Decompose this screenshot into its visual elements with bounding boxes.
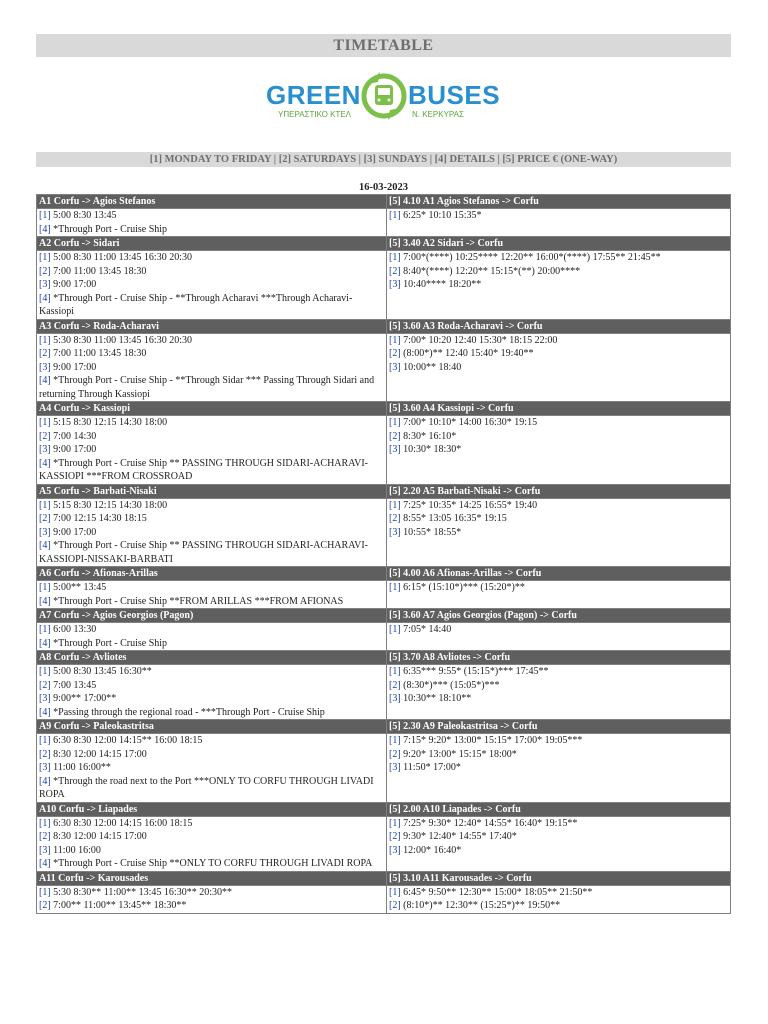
schedule-line	[389, 581, 728, 595]
route-schedule-row	[37, 816, 731, 871]
logo-word-left: GREEN	[266, 80, 361, 110]
route-return-title: [5] 2.00 A10 Liapades -> Corfu	[387, 802, 731, 816]
route-return-title: [5] 3.40 A2 Sidari -> Corfu	[387, 237, 731, 251]
return-schedule-cell	[387, 665, 731, 720]
schedule-line	[389, 334, 728, 348]
schedule-times: 8:55* 13:05 16:35* 19:15	[403, 513, 507, 524]
route-header-row	[37, 802, 731, 816]
route-return-title: [5] 4.00 A6 Afionas-Arillas -> Corfu	[387, 567, 731, 581]
day-code: [1]	[389, 582, 401, 593]
route-schedule-row	[37, 251, 731, 320]
schedule-times: 9:20* 13:00* 15:15* 18:00*	[403, 748, 517, 760]
schedule-line	[389, 761, 728, 775]
outbound-schedule-cell	[37, 816, 387, 871]
logo-word-right: BUSES	[408, 80, 501, 110]
day-code: [1]	[39, 210, 51, 221]
route-schedule-row	[37, 333, 731, 402]
day-code: [1]	[39, 334, 51, 346]
schedule-line	[39, 623, 384, 637]
route-return-title: [5] 3.60 A4 Kassiopi -> Corfu	[387, 402, 731, 416]
schedule-times: 5:00 8:30 13:45	[53, 210, 117, 221]
schedule-times: 7:00 14:30	[53, 430, 97, 442]
schedule-times: 8:30* 16:10*	[403, 430, 457, 442]
schedule-times: 10:30** 18:10**	[403, 693, 472, 704]
schedule-line	[39, 775, 384, 802]
page-title: TIMETABLE	[36, 34, 731, 57]
outbound-schedule-cell	[37, 623, 387, 651]
route-return-title: [5] 3.70 A8 Avliotes -> Corfu	[387, 651, 731, 665]
schedule-times: 9:00 17:00	[53, 526, 97, 538]
route-outbound-title: A8 Corfu -> Avliotes	[37, 651, 387, 665]
route-header-row	[37, 720, 731, 734]
schedule-times: *Through Port - Cruise Ship **ONLY TO CORFU THROUGH LIVADI ROPA	[53, 858, 373, 869]
day-code: [3]	[389, 762, 401, 773]
schedule-line	[39, 637, 384, 651]
schedule-line	[39, 899, 384, 913]
schedule-times: 6:15* (15:10*)*** (15:20*)**	[403, 582, 525, 593]
day-code: [1]	[39, 886, 51, 898]
day-code: [1]	[389, 334, 401, 346]
day-code: [2]	[39, 348, 51, 359]
schedule-times: 7:00* 10:10* 14:00 16:30* 19:15	[403, 417, 538, 428]
day-code: [4]	[39, 595, 51, 607]
day-code: [2]	[389, 679, 401, 691]
day-code: [3]	[389, 844, 401, 856]
schedule-line	[389, 278, 728, 292]
schedule-times: 10:40**** 18:20**	[403, 279, 482, 290]
day-code: [3]	[39, 693, 51, 704]
return-schedule-cell	[387, 251, 731, 320]
schedule-times: 9:00 17:00	[53, 444, 97, 455]
day-code: [4]	[39, 457, 51, 469]
day-code: [2]	[39, 679, 51, 691]
schedule-times: 8:40*(****) 12:20** 15:15*(**) 20:00****	[403, 265, 581, 277]
schedule-line	[39, 830, 384, 844]
day-code: [1]	[389, 252, 401, 263]
schedule-line	[39, 223, 384, 237]
return-schedule-cell	[387, 885, 731, 913]
schedule-times: 5:30 8:30 11:00 13:45 16:30 20:30	[53, 334, 192, 346]
schedule-line	[39, 748, 384, 762]
return-schedule-cell	[387, 734, 731, 803]
schedule-times: 7:25* 10:35* 14:25 16:55* 19:40	[403, 499, 538, 511]
schedule-line	[389, 844, 728, 858]
return-schedule-cell	[387, 623, 731, 651]
outbound-schedule-cell	[37, 885, 387, 913]
day-code: [2]	[389, 430, 401, 442]
schedule-line	[389, 665, 728, 679]
route-header-row	[37, 651, 731, 665]
schedule-line	[389, 692, 728, 706]
day-code: [2]	[39, 430, 51, 442]
schedule-times: 6:45* 9:50** 12:30** 15:00* 18:05** 21:50**	[403, 886, 593, 898]
schedule-line	[389, 512, 728, 526]
schedule-line	[39, 595, 384, 609]
day-code: [2]	[39, 748, 51, 760]
route-return-title: [5] 2.20 A5 Barbati-Nisaki -> Corfu	[387, 484, 731, 498]
schedule-line	[389, 748, 728, 762]
schedule-times: 11:50* 17:00*	[403, 762, 461, 773]
schedule-times: 8:30 12:00 14:15 17:00	[53, 748, 147, 760]
route-outbound-title: A11 Corfu -> Karousades	[37, 871, 387, 885]
route-outbound-title: A5 Corfu -> Barbati-Nisaki	[37, 484, 387, 498]
day-code: [1]	[39, 624, 51, 635]
day-code: [3]	[389, 526, 401, 538]
schedule-times: 9:30* 12:40* 14:55* 17:40*	[403, 831, 517, 842]
route-header-row	[37, 484, 731, 498]
schedule-line	[389, 347, 728, 361]
route-outbound-title: A3 Corfu -> Roda-Acharavi	[37, 319, 387, 333]
schedule-line	[389, 209, 728, 223]
schedule-times: *Through Port - Cruise Ship ** PASSING THROUGH SIDARI-ACHARAVI-KASSIOPI-NISSAKI-BARBATI	[39, 540, 369, 565]
schedule-line	[389, 830, 728, 844]
schedule-times: 9:00 17:00	[53, 279, 97, 290]
schedule-times: (8:00*)** 12:40 15:40* 19:40**	[403, 348, 534, 359]
schedule-line	[389, 526, 728, 540]
schedule-line	[39, 416, 384, 430]
day-code: [4]	[39, 375, 51, 386]
return-schedule-cell	[387, 209, 731, 237]
outbound-schedule-cell	[37, 665, 387, 720]
schedule-line	[39, 857, 384, 871]
schedule-times: 7:00** 11:00** 13:45** 18:30**	[53, 900, 187, 911]
legend-bar: [1] MONDAY TO FRIDAY | [2] SATURDAYS | [3] SUNDAYS | [4] DETAILS | [5] PRICE € (ONE-WAY)	[36, 152, 731, 167]
route-outbound-title: A2 Corfu -> Sidari	[37, 237, 387, 251]
schedule-times: 7:00 12:15 14:30 18:15	[53, 513, 147, 524]
schedule-line	[389, 251, 728, 265]
return-schedule-cell	[387, 333, 731, 402]
day-code: [1]	[39, 417, 51, 428]
route-outbound-title: A4 Corfu -> Kassiopi	[37, 402, 387, 416]
day-code: [2]	[39, 265, 51, 277]
schedule-times: 7:00* 10:20 12:40 15:30* 18:15 22:00	[403, 334, 558, 346]
day-code: [1]	[39, 735, 51, 746]
schedule-line	[389, 886, 728, 900]
day-code: [1]	[39, 499, 51, 511]
outbound-schedule-cell	[37, 333, 387, 402]
day-code: [3]	[389, 279, 401, 290]
timetable-table	[36, 194, 731, 914]
day-code: [2]	[389, 348, 401, 359]
schedule-line	[39, 817, 384, 831]
schedule-times: (8:30*)*** (15:05*)***	[403, 679, 500, 691]
day-code: [4]	[39, 223, 51, 235]
schedule-times: 10:30* 18:30*	[403, 444, 462, 455]
schedule-times: 6:25* 10:10 15:35*	[403, 210, 482, 221]
schedule-times: *Through the road next to the Port ***ONLY TO CORFU THROUGH LIVADI ROPA	[39, 775, 374, 800]
route-schedule-row	[37, 209, 731, 237]
schedule-line	[39, 265, 384, 279]
day-code: [3]	[39, 526, 51, 538]
schedule-line	[39, 761, 384, 775]
schedule-line	[39, 581, 384, 595]
schedule-times: 5:15 8:30 12:15 14:30 18:00	[53, 417, 168, 428]
schedule-times: 7:00 11:00 13:45 18:30	[53, 348, 147, 359]
day-code: [4]	[39, 706, 51, 718]
day-code: [2]	[39, 900, 51, 911]
schedule-times: *Through Port - Cruise Ship **FROM ARILLAS ***FROM AFIONAS	[53, 595, 344, 607]
schedule-times: 5:30 8:30** 11:00** 13:45 16:30** 20:30**	[53, 886, 232, 898]
schedule-line	[389, 265, 728, 279]
route-outbound-title: A10 Corfu -> Liapades	[37, 802, 387, 816]
route-return-title: [5] 3.60 A7 Agios Georgios (Pagon) -> Corfu	[387, 609, 731, 623]
day-code: [2]	[389, 831, 401, 842]
route-header-row	[37, 319, 731, 333]
day-code: [1]	[389, 624, 401, 635]
schedule-times: 5:00** 13:45	[53, 582, 107, 593]
route-schedule-row	[37, 416, 731, 485]
day-code: [2]	[389, 748, 401, 760]
schedule-line	[39, 361, 384, 375]
schedule-line	[39, 334, 384, 348]
schedule-line	[389, 416, 728, 430]
day-code: [3]	[39, 279, 51, 290]
schedule-times: 7:00 11:00 13:45 18:30	[53, 265, 147, 277]
day-code: [4]	[39, 540, 51, 551]
schedule-line	[39, 278, 384, 292]
schedule-times: (8:10*)** 12:30** (15:25*)** 19:50**	[403, 900, 561, 911]
route-outbound-title: A1 Corfu -> Agios Stefanos	[37, 195, 387, 209]
day-code: [3]	[39, 361, 51, 373]
schedule-times: 5:00 8:30 11:00 13:45 16:30 20:30	[53, 252, 192, 263]
schedule-times: 6:30 8:30 12:00 14:15 16:00 18:15	[53, 817, 193, 829]
day-code: [1]	[389, 817, 401, 829]
day-code: [1]	[389, 735, 401, 746]
route-header-row	[37, 237, 731, 251]
return-schedule-cell	[387, 498, 731, 567]
schedule-times: *Through Port - Cruise Ship	[53, 223, 168, 235]
schedule-line	[39, 512, 384, 526]
schedule-line	[39, 457, 384, 484]
day-code: [1]	[389, 499, 401, 511]
route-schedule-row	[37, 734, 731, 803]
schedule-times: 12:00* 16:40*	[403, 844, 462, 856]
schedule-line	[39, 443, 384, 457]
outbound-schedule-cell	[37, 581, 387, 609]
outbound-schedule-cell	[37, 734, 387, 803]
outbound-schedule-cell	[37, 209, 387, 237]
route-header-row	[37, 567, 731, 581]
route-outbound-title: A9 Corfu -> Paleokastritsa	[37, 720, 387, 734]
bus-emblem-icon	[358, 68, 410, 126]
schedule-line	[389, 679, 728, 693]
route-return-title: [5] 4.10 A1 Agios Stefanos -> Corfu	[387, 195, 731, 209]
schedule-times: 7:05* 14:40	[403, 624, 452, 635]
day-code: [3]	[39, 844, 51, 856]
day-code: [1]	[389, 417, 401, 428]
route-header-row	[37, 609, 731, 623]
route-schedule-row	[37, 581, 731, 609]
schedule-line	[39, 374, 384, 401]
day-code: [1]	[39, 817, 51, 829]
route-outbound-title: A6 Corfu -> Afionas-Arillas	[37, 567, 387, 581]
outbound-schedule-cell	[37, 498, 387, 567]
day-code: [4]	[39, 292, 51, 304]
day-code: [2]	[39, 513, 51, 524]
schedule-line	[39, 292, 384, 319]
day-code: [1]	[39, 582, 51, 593]
schedule-line	[39, 665, 384, 679]
schedule-times: 6:00 13:30	[53, 624, 97, 635]
route-return-title: [5] 3.10 A11 Karousades -> Corfu	[387, 871, 731, 885]
route-schedule-row	[37, 885, 731, 913]
schedule-times: *Through Port - Cruise Ship	[53, 637, 168, 649]
schedule-times: 5:15 8:30 12:15 14:30 18:00	[53, 499, 168, 511]
schedule-line	[39, 430, 384, 444]
schedule-times: 10:55* 18:55*	[403, 526, 462, 538]
schedule-times: 9:00** 17:00**	[53, 693, 117, 704]
route-header-row	[37, 871, 731, 885]
schedule-times: *Through Port - Cruise Ship ** PASSING THROUGH SIDARI-ACHARAVI-KASSIOPI ***FROM CROSSROAD	[39, 457, 369, 482]
schedule-line	[39, 347, 384, 361]
schedule-line	[389, 623, 728, 637]
schedule-line	[389, 899, 728, 913]
schedule-times: 5:00 8:30 13:45 16:30**	[53, 666, 152, 677]
route-schedule-row	[37, 623, 731, 651]
outbound-schedule-cell	[37, 416, 387, 485]
schedule-times: 7:00 13:45	[53, 679, 97, 691]
schedule-times: *Through Port - Cruise Ship - **Through Sidar *** Passing Through Sidari and returning Through Kassiopi	[39, 375, 375, 400]
schedule-times: *Passing through the regional road - ***Through Port - Cruise Ship	[53, 706, 325, 718]
day-code: [2]	[389, 513, 401, 524]
day-code: [2]	[389, 265, 401, 277]
return-schedule-cell	[387, 581, 731, 609]
schedule-times: 7:00*(****) 10:25**** 12:20** 16:00*(****) 17:55** 21:45**	[403, 252, 661, 263]
day-code: [3]	[389, 693, 401, 704]
outbound-schedule-cell	[37, 251, 387, 320]
logo-subtitle-right: Ν. ΚΕΡΚΥΡΑΣ	[412, 110, 464, 119]
route-return-title: [5] 2.30 A9 Paleokastritsa -> Corfu	[387, 720, 731, 734]
day-code: [3]	[389, 361, 401, 373]
day-code: [2]	[389, 900, 401, 911]
day-code: [1]	[39, 252, 51, 263]
day-code: [3]	[39, 444, 51, 455]
schedule-line	[39, 692, 384, 706]
day-code: [1]	[39, 666, 51, 677]
schedule-line	[39, 539, 384, 566]
day-code: [4]	[39, 637, 51, 649]
route-schedule-row	[37, 665, 731, 720]
day-code: [1]	[389, 886, 401, 898]
schedule-times: 9:00 17:00	[53, 361, 97, 373]
schedule-times: *Through Port - Cruise Ship - **Through Acharavi ***Through Acharavi-Kassiopi	[39, 292, 353, 317]
green-buses-logo	[266, 68, 502, 128]
day-code: [1]	[389, 666, 401, 677]
schedule-line	[39, 886, 384, 900]
day-code: [3]	[389, 444, 401, 455]
schedule-times: 10:00** 18:40	[403, 361, 462, 373]
schedule-line	[389, 443, 728, 457]
schedule-times: 11:00 16:00	[53, 844, 101, 856]
route-schedule-row	[37, 498, 731, 567]
schedule-line	[39, 209, 384, 223]
schedule-times: 6:35*** 9:55* (15:15*)*** 17:45**	[403, 666, 549, 677]
schedule-line	[389, 499, 728, 513]
logo-subtitle-left: ΥΠΕΡΑΣΤΙΚΟ ΚΤΕΛ	[278, 110, 352, 119]
schedule-line	[39, 706, 384, 720]
schedule-line	[39, 526, 384, 540]
schedule-line	[39, 251, 384, 265]
schedule-line	[389, 430, 728, 444]
schedule-times: 8:30 12:00 14:15 17:00	[53, 831, 147, 842]
day-code: [2]	[39, 831, 51, 842]
schedule-line	[39, 734, 384, 748]
route-outbound-title: A7 Corfu -> Agios Georgios (Pagon)	[37, 609, 387, 623]
day-code: [3]	[39, 762, 51, 773]
schedule-times: 6:30 8:30 12:00 14:15** 16:00 18:15	[53, 735, 203, 746]
schedule-times: 11:00 16:00**	[53, 762, 111, 773]
schedule-times: 7:15* 9:20* 13:00* 15:15* 17:00* 19:05***	[403, 735, 583, 746]
schedule-times: 7:25* 9:30* 12:40* 14:55* 16:40* 19:15**	[403, 817, 578, 829]
schedule-line	[389, 817, 728, 831]
timetable-date: 16-03-2023	[359, 182, 408, 193]
schedule-line	[39, 844, 384, 858]
schedule-line	[389, 361, 728, 375]
return-schedule-cell	[387, 416, 731, 485]
day-code: [4]	[39, 775, 51, 787]
schedule-line	[39, 499, 384, 513]
route-header-row	[37, 402, 731, 416]
route-header-row	[37, 195, 731, 209]
schedule-line	[39, 679, 384, 693]
day-code: [4]	[39, 858, 51, 869]
route-return-title: [5] 3.60 A3 Roda-Acharavi -> Corfu	[387, 319, 731, 333]
return-schedule-cell	[387, 816, 731, 871]
day-code: [1]	[389, 210, 401, 221]
schedule-line	[389, 734, 728, 748]
